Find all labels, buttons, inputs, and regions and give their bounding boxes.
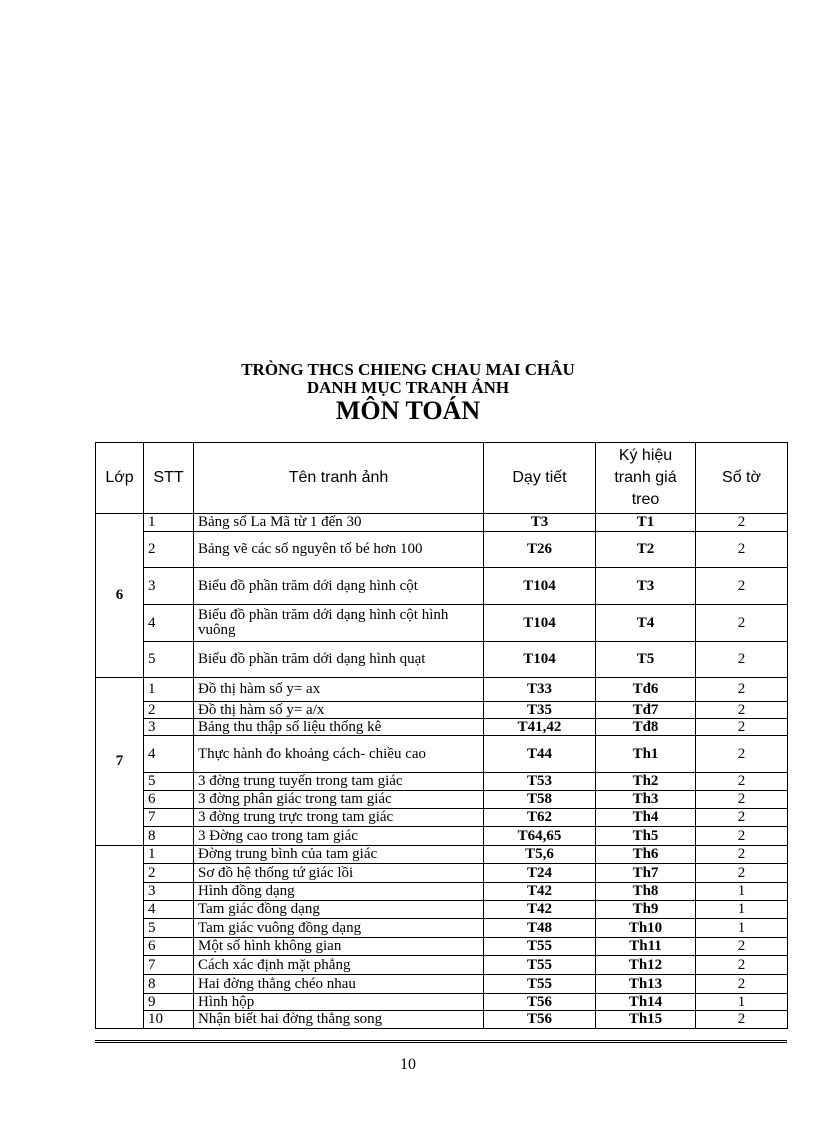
- table-row: [96, 514, 788, 532]
- period-cell: T55: [484, 938, 596, 956]
- code-cell: Tđ8: [596, 719, 696, 736]
- name-cell: Bảng vẽ các số nguyên tố bé hơn 100: [194, 532, 484, 568]
- stt-cell: 5: [144, 642, 194, 678]
- code-cell: Th11: [596, 938, 696, 956]
- name-cell: Hình đồng dạng: [194, 883, 484, 901]
- period-cell: T42: [484, 901, 596, 919]
- table-row: [96, 956, 788, 975]
- table-header-row: [96, 443, 788, 514]
- period-cell: T55: [484, 975, 596, 994]
- name-cell: Bảng số La Mã từ 1 đến 30: [194, 514, 484, 532]
- sheets-cell: 2: [696, 956, 788, 975]
- code-cell: Th3: [596, 791, 696, 809]
- stt-cell: 4: [144, 736, 194, 773]
- subject-heading: MÔN TOÁN: [335, 396, 481, 425]
- name-cell: Thực hành đo khoảng cách- chiều cao: [194, 736, 484, 773]
- table-row: [96, 994, 788, 1011]
- grade-cell: [96, 846, 144, 1029]
- sheets-cell: 2: [696, 514, 788, 532]
- code-cell: T2: [596, 532, 696, 568]
- stt-cell: 8: [144, 827, 194, 846]
- table-row: [96, 846, 788, 864]
- table-row: [96, 532, 788, 568]
- name-cell: Biểu đồ phần trăm dới dạng hình quạt: [194, 642, 484, 678]
- period-cell: T44: [484, 736, 596, 773]
- table-row: [96, 901, 788, 919]
- code-cell: Tđ6: [596, 678, 696, 702]
- sheets-cell: 2: [696, 864, 788, 883]
- stt-cell: 6: [144, 791, 194, 809]
- code-cell: T5: [596, 642, 696, 678]
- period-cell: T48: [484, 919, 596, 938]
- stt-cell: 1: [144, 678, 194, 702]
- period-cell: T35: [484, 702, 596, 719]
- table-row: [96, 642, 788, 678]
- sheets-cell: 2: [696, 773, 788, 791]
- stt-cell: 10: [144, 1011, 194, 1029]
- period-cell: T56: [484, 994, 596, 1011]
- table-row: [96, 809, 788, 827]
- code-cell: Th14: [596, 994, 696, 1011]
- period-cell: T53: [484, 773, 596, 791]
- table-row: [96, 791, 788, 809]
- stt-cell: 5: [144, 919, 194, 938]
- page-number: 10: [400, 1056, 416, 1073]
- table-row: [96, 702, 788, 719]
- code-cell: Th1: [596, 736, 696, 773]
- sheets-cell: 2: [696, 1011, 788, 1029]
- sheets-cell: 2: [696, 642, 788, 678]
- name-cell: 3 đờng trung trực trong tam giác: [194, 809, 484, 827]
- code-cell: T3: [596, 568, 696, 605]
- sheets-cell: 2: [696, 605, 788, 642]
- name-cell: Biểu đồ phần trăm dới dạng hình cột hình vuông: [194, 605, 484, 642]
- table-row: [96, 719, 788, 736]
- period-cell: T24: [484, 864, 596, 883]
- table-row: [96, 938, 788, 956]
- table-body: [96, 514, 788, 1029]
- code-cell: Th13: [596, 975, 696, 994]
- sheets-cell: 2: [696, 938, 788, 956]
- stt-cell: 1: [144, 514, 194, 532]
- stt-cell: 3: [144, 719, 194, 736]
- stt-cell: 8: [144, 975, 194, 994]
- bottom-rule: [95, 1040, 787, 1043]
- sheets-cell: 2: [696, 846, 788, 864]
- table-row: [96, 919, 788, 938]
- sheets-cell: 2: [696, 809, 788, 827]
- name-cell: 3 đờng phân giác trong tam giác: [194, 791, 484, 809]
- table-row: [96, 827, 788, 846]
- period-cell: T5,6: [484, 846, 596, 864]
- sheets-cell: 1: [696, 994, 788, 1011]
- period-cell: T104: [484, 605, 596, 642]
- sheets-cell: 2: [696, 827, 788, 846]
- table-row: [96, 975, 788, 994]
- name-cell: Nhận biết hai đờng thẳng song: [194, 1011, 484, 1029]
- stt-cell: 5: [144, 773, 194, 791]
- stt-cell: 2: [144, 864, 194, 883]
- name-cell: Biểu đồ phần trăm dới dạng hình cột: [194, 568, 484, 605]
- sheets-cell: 2: [696, 702, 788, 719]
- name-cell: Hai đờng thẳng chéo nhau: [194, 975, 484, 994]
- school-heading: TRÒNG THCS CHIENG CHAU MAI CHÂU: [241, 360, 575, 379]
- code-cell: Th15: [596, 1011, 696, 1029]
- code-cell: Th10: [596, 919, 696, 938]
- name-cell: Bảng thu thập số liệu thống kê: [194, 719, 484, 736]
- code-cell: Th2: [596, 773, 696, 791]
- name-cell: 3 Đờng cao trong tam giác: [194, 827, 484, 846]
- code-cell: Th6: [596, 846, 696, 864]
- period-cell: T26: [484, 532, 596, 568]
- period-cell: T64,65: [484, 827, 596, 846]
- stt-cell: 7: [144, 956, 194, 975]
- sheets-cell: 2: [696, 719, 788, 736]
- col-header-code: Ký hiệu tranh giá treo: [596, 443, 696, 514]
- period-cell: T55: [484, 956, 596, 975]
- table-row: [96, 1011, 788, 1029]
- code-cell: Th4: [596, 809, 696, 827]
- name-cell: Đồ thị hàm số y= ax: [194, 678, 484, 702]
- table-row: [96, 568, 788, 605]
- sheets-cell: 2: [696, 532, 788, 568]
- name-cell: Cách xác định mặt phẳng: [194, 956, 484, 975]
- period-cell: T33: [484, 678, 596, 702]
- stt-cell: 3: [144, 883, 194, 901]
- name-cell: Sơ đồ hệ thống tứ giác lồi: [194, 864, 484, 883]
- stt-cell: 4: [144, 605, 194, 642]
- stt-cell: 3: [144, 568, 194, 605]
- code-cell: Th12: [596, 956, 696, 975]
- name-cell: Đờng trung bình của tam giác: [194, 846, 484, 864]
- grade-cell: 6: [96, 514, 144, 678]
- stt-cell: 2: [144, 532, 194, 568]
- sheets-cell: 2: [696, 568, 788, 605]
- code-cell: T4: [596, 605, 696, 642]
- sheets-cell: 2: [696, 678, 788, 702]
- table-row: [96, 773, 788, 791]
- period-cell: T104: [484, 642, 596, 678]
- col-header-name: Tên tranh ảnh: [194, 443, 484, 514]
- table-row: [96, 678, 788, 702]
- code-cell: Th5: [596, 827, 696, 846]
- code-cell: T1: [596, 514, 696, 532]
- col-header-stt: STT: [144, 443, 194, 514]
- table-row: [96, 605, 788, 642]
- sheets-cell: 1: [696, 901, 788, 919]
- name-cell: Tam giác vuông đồng dạng: [194, 919, 484, 938]
- name-cell: Hình hộp: [194, 994, 484, 1011]
- name-cell: 3 đờng trung tuyến trong tam giác: [194, 773, 484, 791]
- name-cell: Tam giác đồng dạng: [194, 901, 484, 919]
- stt-cell: 2: [144, 702, 194, 719]
- sheets-cell: 2: [696, 975, 788, 994]
- stt-cell: 9: [144, 994, 194, 1011]
- period-cell: T42: [484, 883, 596, 901]
- col-header-period: Dạy tiết: [484, 443, 596, 514]
- name-cell: Một số hình không gian: [194, 938, 484, 956]
- table-row: [96, 864, 788, 883]
- table-row: [96, 883, 788, 901]
- stt-cell: 6: [144, 938, 194, 956]
- period-cell: T104: [484, 568, 596, 605]
- stt-cell: 4: [144, 901, 194, 919]
- period-cell: T3: [484, 514, 596, 532]
- period-cell: T62: [484, 809, 596, 827]
- period-cell: T56: [484, 1011, 596, 1029]
- catalog-heading: DANH MỤC TRANH ẢNH: [306, 378, 510, 397]
- period-cell: T41,42: [484, 719, 596, 736]
- code-cell: Th8: [596, 883, 696, 901]
- grade-cell: 7: [96, 678, 144, 846]
- code-cell: Th7: [596, 864, 696, 883]
- period-cell: T58: [484, 791, 596, 809]
- table-row: [96, 736, 788, 773]
- sheets-cell: 2: [696, 736, 788, 773]
- stt-cell: 7: [144, 809, 194, 827]
- sheets-cell: 1: [696, 883, 788, 901]
- code-cell: Tđ7: [596, 702, 696, 719]
- sheets-cell: 2: [696, 791, 788, 809]
- name-cell: Đồ thị hàm số y= a/x: [194, 702, 484, 719]
- sheets-cell: 1: [696, 919, 788, 938]
- col-header-sheets: Số tờ: [696, 443, 788, 514]
- col-header-grade: Lớp: [96, 443, 144, 514]
- stt-cell: 1: [144, 846, 194, 864]
- picture-catalog-table: [95, 442, 788, 1029]
- code-cell: Th9: [596, 901, 696, 919]
